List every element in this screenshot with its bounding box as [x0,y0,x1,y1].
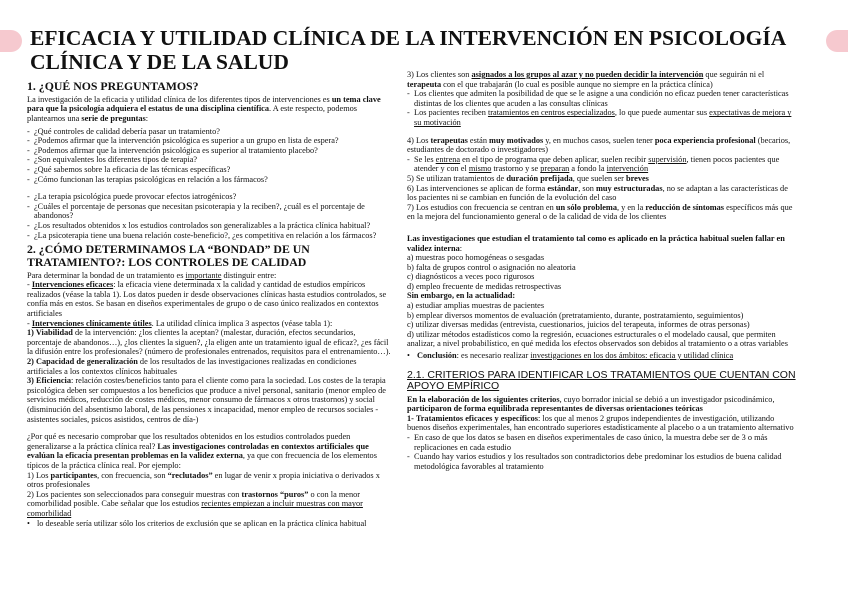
left-page-marker [0,30,22,52]
text: específicos más que en la mejora del funcionamiento general o de la calidad de vida de los clientes [407,202,793,222]
text: , cuyo borrador inicial se debió a un investigador psicodinámico, [559,394,775,404]
text-bold: Sin embargo, en la actualidad: [407,291,516,301]
question-item: - ¿Qué sabemos sobre la eficacia de las técnicas específicas? [34,165,392,175]
intro-bold: un tema clave para que la psicología adquiera el estatus de una disciplina científica [27,94,381,114]
text: y, en muchos casos, suelen tener [543,135,655,145]
text-bold: trastornos “puros” [241,489,309,499]
paragraph-item-6 [407,184,797,203]
question-item: - ¿Cuáles el porcentaje de personas que necesitan psicoterapia y la reciben?, ¿cuál es el porcentaje de abandonos? [34,202,392,221]
paragraph-viability [27,328,392,357]
intro-text: La investigación de la eficacia y utilidad clínica de los diferentes tipos de intervenciones es [27,94,332,104]
detail-item [414,108,797,127]
text-bold: participantes [50,470,98,480]
paragraph-practice-problems [407,234,797,253]
however-item: a) estudiar amplias muestras de pacientes [407,301,545,311]
text-underlined: supervisión [648,154,687,164]
text: , son [578,183,596,193]
problem-item: b) falta de grupos control o asignación no aleatoria [407,262,576,272]
question-item: - ¿Los resultados obtenidos x los estudios controlados son generalizables a la práctica clínica habitual? [34,221,392,231]
text: , tienen pocos pacientes que atender y con el [414,154,780,174]
text: : relación costes/beneficios tanto para el cliente como para la sociedad. Los costes de la terapia psicológica deben ser compuestos a los beneficios que produce a nivel personal, sanitario (menor empleo de servicios médicos, reducción de costes médicos, menor consumo de fármacos x otros trastornos) y social (disminución del absentismo laboral, de las pensiones x incapacidad, menor empleo de recursos sociales -asistentes sociales, psicos asistidos, centros de día-) [27,376,386,424]
text: en el tipo de programa que deben aplicar, suelen recibir [460,154,649,164]
paragraph-example-1 [27,471,392,490]
text: , con frecuencia, son [97,470,168,480]
text-underlined: intervención [606,164,649,174]
text-bold: poca experiencia profesional [654,135,756,145]
star-note [27,519,392,529]
text: : es necesario realizar [456,351,531,361]
problem-item: d) empleo frecuente de medidas retrospectivas [407,281,562,291]
text-underlined: tratamientos en centros especializados [487,108,615,118]
text: de la intervención: ¿los clientes la aceptan? (malestar, duración, efectos secundarios, porcentaje de abandonos…), ¿los clientes la siguen?, ¿la eligen ante un tratamiento igual de eficaz?, ¿es fácil la difusión entre los profesionales? (número de profesionales entrenados, requisitos para el entrenamiento…). [27,328,391,357]
text-bold: 1- Tratamientos eficaces y específicos [407,413,539,423]
paragraph-item-7 [407,203,797,222]
text: : la eficacia viene determinada x la calidad y cantidad de estudios empíricos realizados (véase la tabla 1). Los datos pueden ir desde observaciones clínicas hasta estudios controlados, se confía más en estos. Se basan en diseños experimentales de grupo o de caso único realizados en contextos artificiales [27,280,387,319]
text-bold: reducción de síntomas [645,202,725,212]
text: en lugar de venir x propia iniciativa o derivados x otros profesionales [27,470,380,490]
text: , no se adaptan a las características de los pacientes ni se cambian en función de la evolución del caso [407,183,788,203]
detail-item: - En caso de que los datos se basen en diseños experimentales de caso único, la muestra debe ser de 3 o más replicaciones en cada estudio [414,433,797,452]
detail-item: - Cuando hay varios estudios y los resultados son contradictorios debe predominar los estudios de buena calidad metodológica favorables al tratamiento [414,452,797,471]
label-bold: Intervenciones clínicamente útiles [31,318,152,328]
text-underlined: mismo [468,164,492,174]
section-1-heading: 1. ¿QUÉ NOS PREGUNTAMOS? [27,79,199,93]
text-underlined: importante [185,270,222,280]
problem-item: a) muestras poco homogéneas o sesgadas [407,253,545,263]
text-underlined: preparan [540,164,570,174]
intro-bold: serie de preguntas [81,113,146,123]
paragraph-item-5 [407,174,797,184]
text-bold: Las investigaciones controladas en contextos artificiales que evalúan la eficacia presentan problemas en la validez externa [27,441,369,461]
text-bold: Las investigaciones que estudian el tratamiento tal como es aplicado en la práctica habitual suelen fallar en validez interna [407,233,785,253]
text: Los pacientes reciben [414,108,488,118]
text: , ya que con frecuencia de los elementos típicos de la práctica clínica real. Por ejemplo: [27,451,377,470]
text: 4) Los [407,135,431,145]
text: , y en la [617,202,646,212]
text-bold: muy estructuradas [595,183,663,193]
question-item: - ¿Qué controles de calidad debería pasar un tratamiento? [34,127,392,137]
label-bold: 2) Capacidad de generalización [27,357,138,367]
text: de los resultados de las investigaciones realizadas en condiciones artificiales a los contextos clínicos habituales [27,357,357,376]
paragraph-effective-interventions: - Intervenciones eficaces: la eficacia viene determinada x la calidad y cantidad de estudios empíricos realizados (véase la tabla 1). Los datos pueden ir desde observaciones clínicas hasta estudios controlados, se confía más en estos. Se basan en diseños experimentales de grupo o de caso único realizados en contextos artificiales [27,280,387,319]
paragraph-criteria-intro [407,395,797,414]
paragraph-generalization [27,357,392,376]
section-2-heading: 2. ¿CÓMO DETERMINAMOS LA “BONDAD” DE UN TRATAMIENTO?: LOS CONTROLES DE CALIDAD [27,242,310,269]
paragraph-item-4 [407,136,797,155]
question-item: - ¿Podemos afirmar que la intervención psicológica es superior al tratamiento placebo? [34,146,392,156]
however-item: b) emplear diversos momentos de evaluación (pretratamiento, durante, postratamiento, seguimientos) [407,310,744,320]
paragraph-example-2 [27,490,392,519]
page-title: EFICACIA Y UTILIDAD CLÍNICA DE LA INTERVENCIÓN EN PSICOLOGÍA CLÍNICA Y DE LA SALUD [30,26,786,74]
text-underlined: entrena [435,154,461,164]
text-bold: terapeutas [430,135,468,145]
label-bold: 3) Eficiencia [27,376,72,386]
text-underlined: recientes empiezan a incluir muestras con mayor comorbilidad [27,499,363,518]
however-item: d) utilizar métodos estadísticos como la regresión, ecuaciones estructurales o el modelado causal, que permiten analizar, a nivel probabilístico, en qué medida los efectos observados son debidos al tratamiento o a otras variables [407,329,788,349]
text-underlined: expectativas de mejora y su motivación [414,108,792,127]
label-bold: Intervenciones eficaces [31,280,114,290]
detail-item [414,155,797,174]
text: distinguir entre: [221,270,277,280]
section-1-intro [27,95,392,124]
text-underlined: investigaciones en los dos ámbitos: eficacia y utilidad clínica [530,351,734,361]
text: 7) Los estudios con frecuencia se centran en [407,202,556,212]
item-3-details [407,89,797,127]
paragraph-item-3 [407,70,797,89]
section-2-1-heading: 2.1. CRITERIOS PARA IDENTIFICAR LOS TRATAMIENTOS QUE CUENTAN CON APOYO EMPÍRICO [407,368,796,393]
text: trastorno y se [491,164,541,174]
intro-text: : [145,113,149,123]
intro-text: . A este respecto, podemos plantearnos una [27,104,358,123]
question-list [27,127,392,185]
text: 2) Los pacientes son seleccionados para conseguir muestras con [27,489,242,499]
text-bold: duración prefijada [506,173,573,183]
text-bold: un sólo problema [555,202,617,212]
text: (becarios, estudiantes de doctorado o investigadores) [407,135,791,155]
paragraph-treatment-1 [407,414,797,433]
conclusion [407,351,797,361]
text: que seguirán ni el [703,70,765,79]
paragraph-efficiency [27,376,392,424]
question-item: - ¿Son equivalentes los diferentes tipos de terapia? [34,155,392,165]
however-item: c) utilizar diversas medidas (entrevista, cuestionarios, juicios del terapeuta, informes de otras personas) [407,320,750,330]
text: o con la menor comorbilidad posible. Cabe señalar que los estudios [27,489,361,509]
text-bold: asignados a los grupos al azar y no pueden decidir la intervención [471,70,704,79]
question-item: - ¿La terapia psicológica puede provocar efectos iatrogénicos? [34,192,392,202]
text-bold: “reclutados” [167,470,213,480]
text-bold: participaron de forma equilibrada representantes de diversas orientaciones teóricas [407,404,703,414]
label-bold: 1) Viabilidad [27,328,73,338]
text-bold: En la elaboración de los siguientes criterios [407,394,560,404]
text-bold: muy motivados [489,135,544,145]
text-bold: breves [626,173,649,183]
detail-item: - Los clientes que admiten la posibilidad de que se le asigne a una condición no eficaz pueden tener características distintas de los clientes que acuden a las consultas clínicas [414,89,797,108]
text: Se les [414,154,436,164]
text: a fondo la [569,164,607,174]
item-4-details [407,155,797,174]
text: están [467,135,490,145]
text: , lo que puede aumentar sus [614,108,710,118]
question-item: - ¿La psicoterapia tiene una buena relación coste-beneficio?, ¿es competitiva en relación a los fármacos? [34,231,392,241]
paragraph [27,271,392,281]
conclusion-item [417,351,797,361]
text-bold: Conclusión [417,351,457,361]
text: , que suelen ser [572,173,627,183]
star-note-item: • lo deseable sería utilizar sólo los criterios de exclusión que se aplican en la práctica clínica habitual [37,519,392,529]
right-column [407,70,797,474]
problem-item: c) diagnósticos a veces poco rigurosos [407,272,535,282]
text-bold: terapeuta [407,79,442,89]
text: 6) Las intervenciones se aplican de forma [407,183,548,193]
left-column [27,80,392,528]
question-list-2 [27,192,392,240]
text: 1) Los [27,470,51,480]
question-item: - ¿Cómo funcionan las terapias psicológicas en relación a los fármacos? [34,175,392,185]
paragraph-question [27,432,392,470]
text-bold: estándar [547,183,579,193]
text: : los que al menos 2 grupos independientes de investigación, utilizando buenos diseños experimentales, han encontrado superiores estadísticamente al placebo o a un tratamiento alternativo [407,413,794,433]
text: . La utilidad clínica implica 3 aspectos (véase tabla 1): [151,318,333,328]
text: 5) Se utilizan tratamientos de [407,173,507,183]
question-item: - ¿Podemos afirmar que la intervención psicológica es superior a un grupo en lista de espera? [34,136,392,146]
text: Para determinar la bondad de un tratamiento es [27,270,186,280]
treatment-1-details [407,433,797,471]
text: con el que trabajarán (lo cual es posible aunque no siempre en la práctica clínica) [441,79,713,89]
text: ¿Por qué es necesario comprobar que los resultados obtenidos en los estudios controlados pueden generalizarse a la práctica clínica real? [27,432,351,451]
text: : [459,243,463,253]
however-label [407,291,797,301]
text: 3) Los clientes son [407,70,472,79]
paragraph-useful-interventions: - Intervenciones clínicamente útiles. La utilidad clínica implica 3 aspectos (véase tabla 1): [27,318,333,328]
